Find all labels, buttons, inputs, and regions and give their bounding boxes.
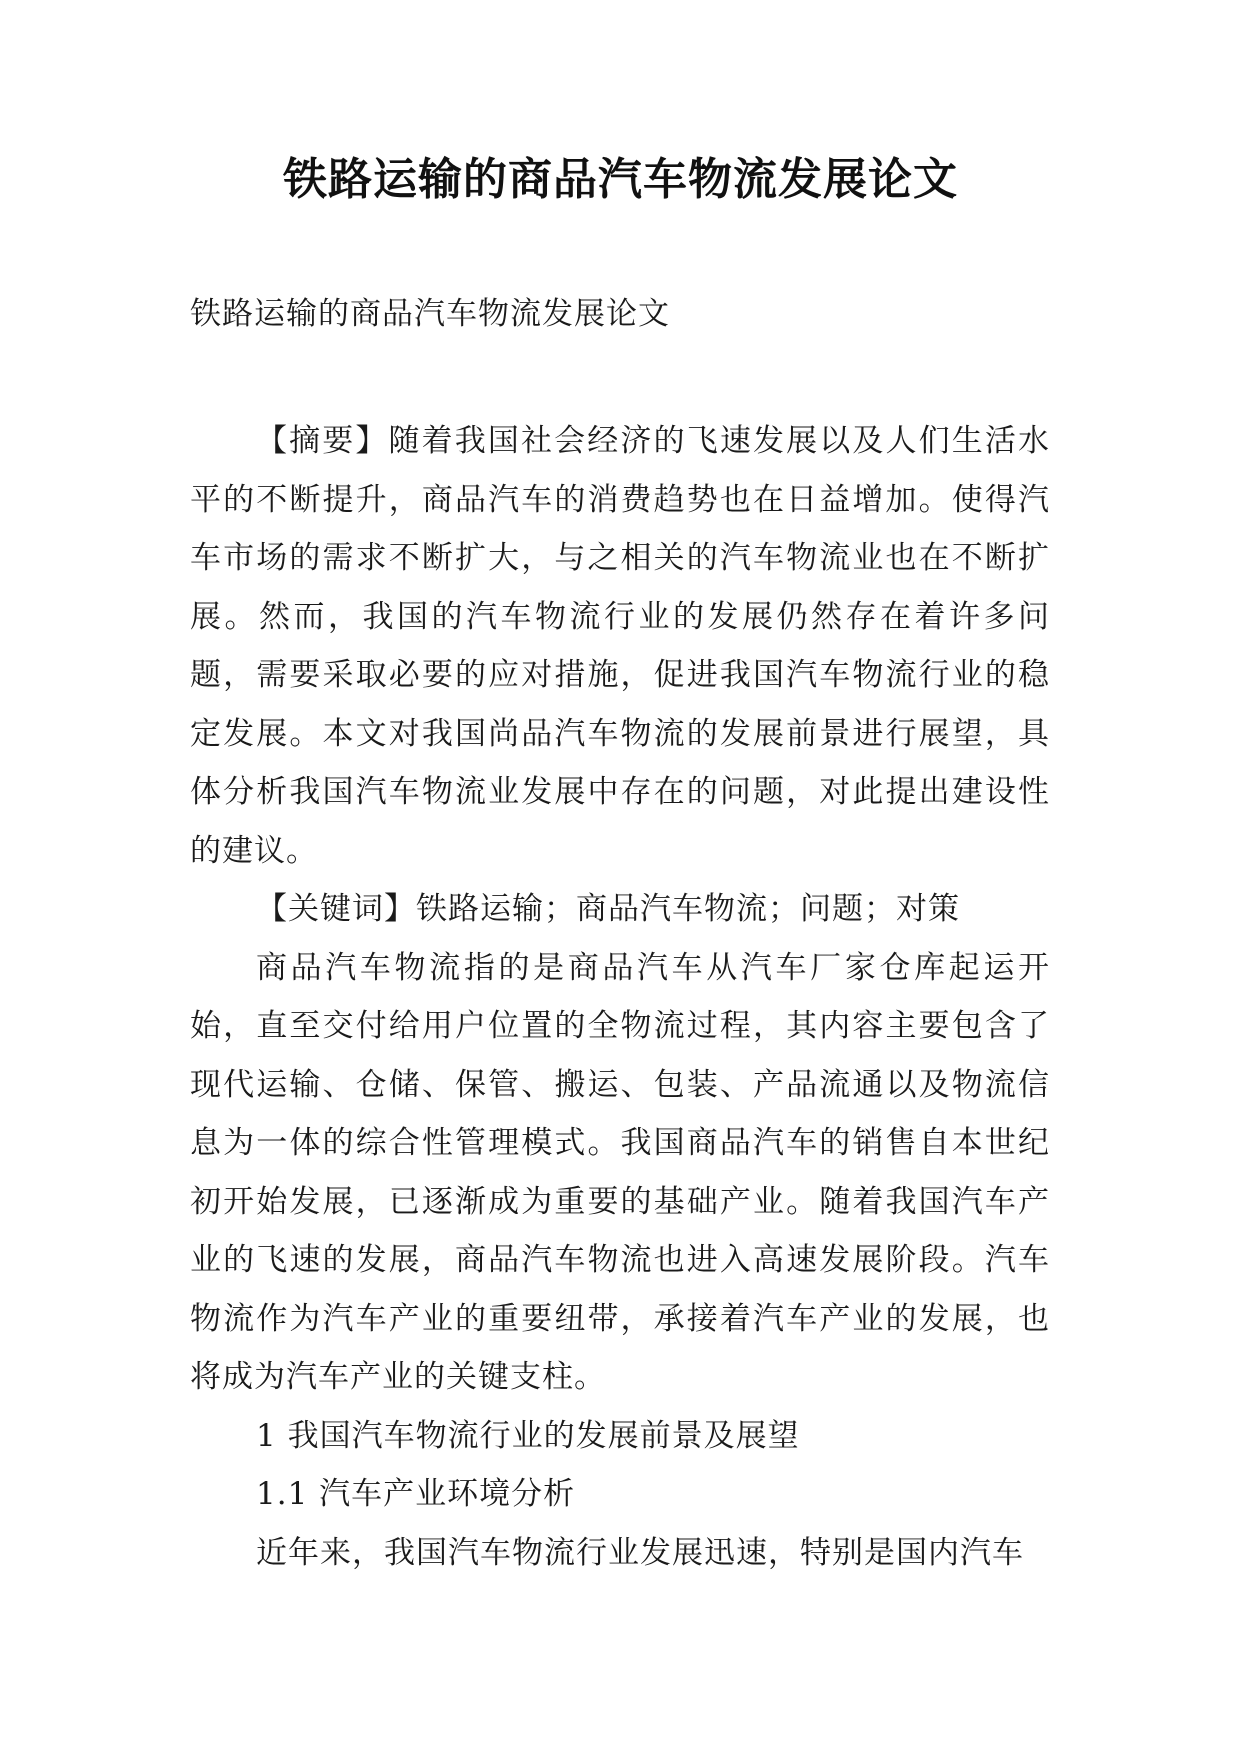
section-heading-1-1: 1.1 汽车产业环境分析: [256, 1476, 576, 1512]
document-body: [190, 412, 1050, 1582]
document-subtitle: 铁路运输的商品汽车物流发展论文: [190, 296, 670, 332]
intro-paragraph: 商品汽车物流指的是商品汽车从汽车厂家仓库起运开始，直至交付给用户位置的全物流过程，其内容主要包含了现代运输、仓储、保管、搬运、包装、产品流通以及物流信息为一体的综合性管理模式。我国商品汽车的销售自本世纪初开始发展，已逐渐成为重要的基础产业。随着我国汽车产业的飞速的发展，商品汽车物流也进入高速发展阶段。汽车物流作为汽车产业的重要纽带，承接着汽车产业的发展，也将成为汽车产业的关键支柱。: [190, 949, 1050, 1395]
section-paragraph: 近年来，我国汽车物流行业发展迅速，特别是国内汽车: [256, 1534, 1024, 1571]
abstract-paragraph: 【摘要】随着我国社会经济的飞速发展以及人们生活水平的不断提升，商品汽车的消费趋势也在日益增加。使得汽车市场的需求不断扩大，与之相关的汽车物流业也在不断扩展。然而，我国的汽车物流行业的发展仍然存在着许多问题，需要采取必要的应对措施，促进我国汽车物流行业的稳定发展。本文对我国尚品汽车物流的发展前景进行展望，具体分析我国汽车物流业发展中存在的问题，对此提出建设性的建议。: [190, 423, 1050, 869]
keywords-paragraph: 【关键词】铁路运输；商品汽车物流；问题；对策: [256, 891, 960, 927]
section-heading-1: 1 我国汽车物流行业的发展前景及展望: [256, 1417, 800, 1454]
document-title: 铁路运输的商品汽车物流发展论文: [283, 154, 958, 205]
